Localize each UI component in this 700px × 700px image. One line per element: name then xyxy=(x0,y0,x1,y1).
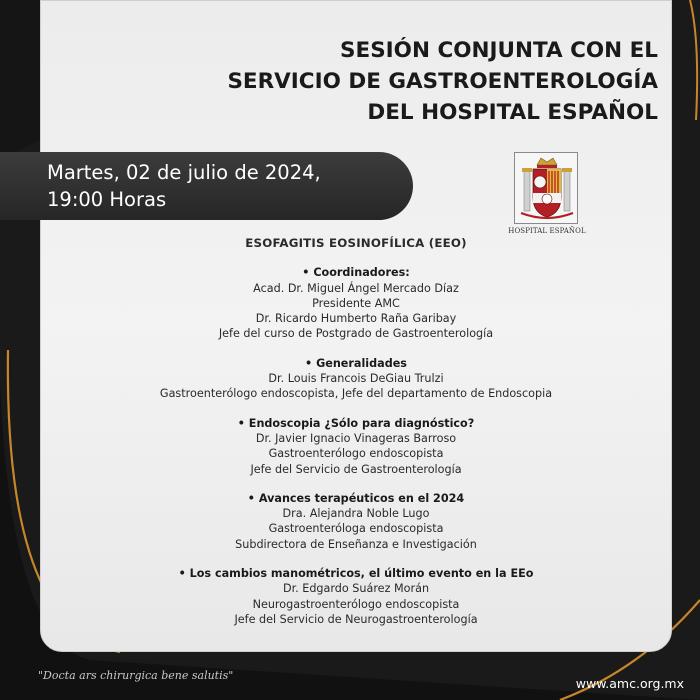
section-heading: • Los cambios manométricos, el último evento en la EEo xyxy=(178,567,534,581)
section-line: Jefe del curso de Postgrado de Gastroenterología xyxy=(218,327,494,341)
section-line: Jefe del Servicio de Neurogastroenterología xyxy=(234,612,478,626)
section-line: Jefe del Servicio de Gastroenterología xyxy=(250,462,462,476)
section-manometria xyxy=(40,566,672,627)
title-line-2: SERVICIO DE GASTROENTEROLOGÍA xyxy=(227,69,658,94)
section-heading: • Coordinadores: xyxy=(302,266,410,280)
section-heading: • Avances terapéuticos en el 2024 xyxy=(247,491,465,505)
logo-frame xyxy=(514,152,578,224)
hospital-logo xyxy=(508,152,586,238)
topic-heading: ESOFAGITIS EOSINOFÍLICA (EEO) xyxy=(245,236,467,250)
title-line-3: DEL HOSPITAL ESPAÑOL xyxy=(367,100,658,125)
page-title xyxy=(198,35,658,128)
date-banner xyxy=(0,152,413,220)
section-line: Presidente AMC xyxy=(312,296,400,310)
section-line: Dra. Alejandra Noble Lugo xyxy=(282,507,430,521)
section-line: Gastroenterólogo endoscopista xyxy=(268,447,444,461)
section-avances xyxy=(40,491,672,552)
section-line: Dr. Louis Francois DeGiau Trulzi xyxy=(268,372,444,386)
date-line: Martes, 02 de julio de 2024, xyxy=(47,161,321,184)
section-line: Gastroenteróloga endoscopista xyxy=(268,522,444,536)
section-line: Dr. Ricardo Humberto Raña Garibay xyxy=(255,312,457,326)
section-heading: • Endoscopia ¿Sólo para diagnóstico? xyxy=(237,416,475,430)
section-endoscopia xyxy=(40,416,672,477)
section-generalidades xyxy=(40,356,672,402)
section-line: Gastroenterólogo endoscopista, Jefe del departamento de Endoscopia xyxy=(159,387,553,401)
section-line: Neurogastroenterólogo endoscopista xyxy=(252,597,460,611)
section-line: Subdirectora de Enseñanza e Investigación xyxy=(235,537,477,551)
section-heading: • Generalidades xyxy=(305,356,407,370)
section-line: Acad. Dr. Miguel Ángel Mercado Díaz xyxy=(253,281,459,295)
section-coordinadores xyxy=(40,265,672,341)
title-line-1: SESIÓN CONJUNTA CON EL xyxy=(340,38,658,63)
logo-caption: HOSPITAL ESPAÑOL xyxy=(508,227,586,235)
section-line: Dr. Edgardo Suárez Morán xyxy=(282,582,430,596)
program xyxy=(40,236,672,641)
section-line: Dr. Javier Ignacio Vinageras Barroso xyxy=(255,431,457,445)
footer-url-link[interactable]: www.amc.org.mx xyxy=(575,676,684,691)
coat-of-arms-icon xyxy=(515,153,579,225)
footer-quote: "Docta ars chirurgica bene salutis" xyxy=(38,669,234,682)
time-line: 19:00 Horas xyxy=(47,188,167,211)
